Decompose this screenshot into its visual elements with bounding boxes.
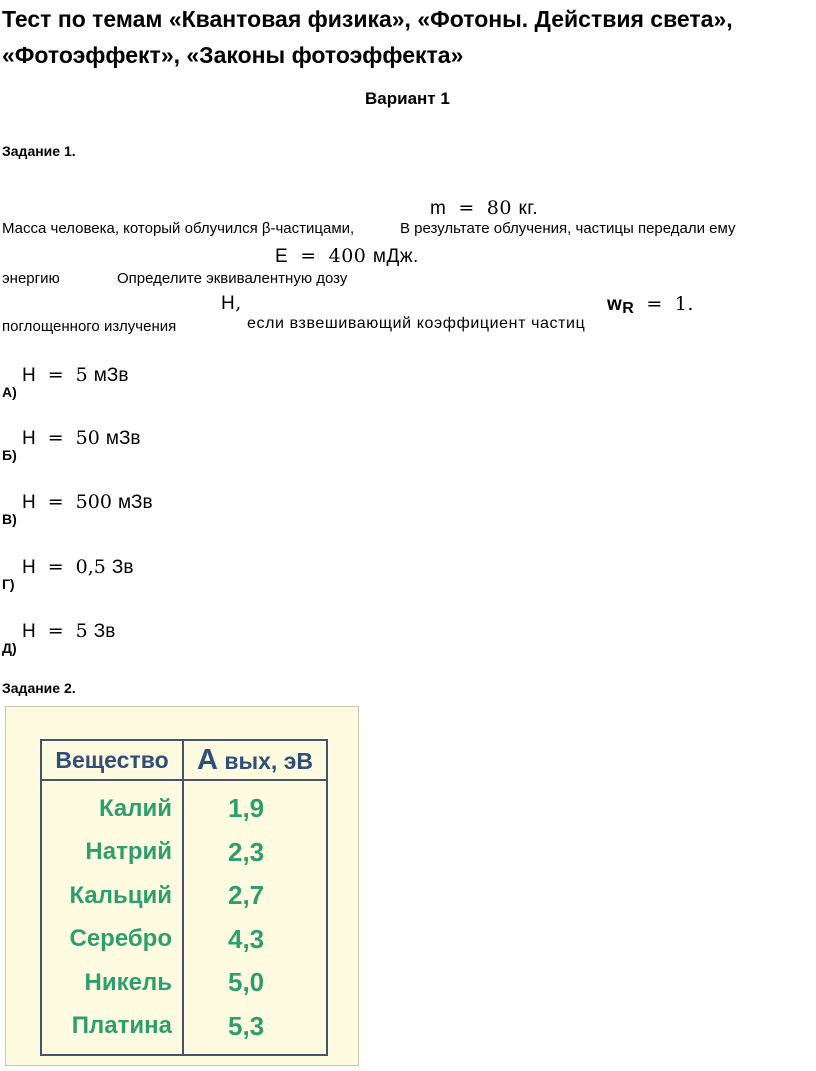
option-var: H — [22, 621, 36, 642]
formula-unit: мДж. — [372, 246, 419, 267]
option-value: 500 — [75, 491, 112, 513]
option-unit: мЗв — [105, 428, 141, 449]
option-a-label: А) — [2, 384, 17, 400]
table-row — [41, 1005, 327, 1056]
option-e-formula — [22, 620, 115, 643]
option-d-formula — [22, 556, 134, 579]
formula-value: 1. — [674, 293, 694, 315]
substance-name: Кальций — [41, 874, 183, 918]
substance-name: Натрий — [41, 831, 183, 875]
option-var: H — [22, 365, 36, 386]
option-var: H — [22, 557, 36, 578]
task-2-heading: Задание 2. — [2, 680, 76, 696]
option-unit: Зв — [93, 621, 116, 642]
formula-var: m — [430, 198, 447, 219]
substance-name: Никель — [41, 961, 183, 1005]
formula-var: H — [221, 293, 236, 314]
work-function-table-image — [5, 706, 359, 1066]
formula-equals: = — [646, 293, 663, 315]
substance-name: Калий — [41, 780, 183, 831]
option-var: H — [22, 492, 36, 513]
table-row — [41, 780, 327, 831]
task-1-text-absorbed: поглощенного излучения — [2, 318, 177, 335]
task-1-text-energy: энергию — [2, 270, 60, 287]
table-row — [41, 961, 327, 1005]
work-function-value: 5,3 — [183, 1005, 327, 1056]
work-function-value: 1,9 — [183, 780, 327, 831]
option-d-label: Г) — [2, 576, 15, 592]
option-a-formula — [22, 364, 128, 387]
work-function-value: 5,0 — [183, 961, 327, 1005]
work-function-value: 2,3 — [183, 831, 327, 875]
option-value: 0,5 — [75, 556, 106, 578]
work-function-value: 4,3 — [183, 918, 327, 962]
formula-dose-symbol — [221, 292, 242, 315]
task-1-text-mass: Масса человека, который облучился β-частицами, — [2, 220, 355, 237]
option-c-label: В) — [2, 511, 17, 527]
formula-punct: , — [235, 292, 242, 314]
table-header-row — [41, 740, 327, 780]
option-unit: Зв — [111, 557, 134, 578]
formula-mass — [430, 197, 538, 220]
option-b-label: Б) — [2, 447, 17, 463]
formula-equals: = — [458, 197, 475, 219]
page-title-line-2: «Фотоэффект», «Законы фотоэффекта» — [2, 42, 464, 68]
table-row — [41, 918, 327, 962]
option-equals: = — [47, 620, 64, 642]
substance-name: Серебро — [41, 918, 183, 962]
option-equals: = — [47, 556, 64, 578]
option-b-formula — [22, 427, 141, 450]
task-1-text-coefficient: если взвешивающий коэффициент частиц — [247, 315, 586, 332]
formula-equals: = — [300, 245, 317, 267]
column-header-work-function — [183, 740, 327, 780]
variant-heading: Вариант 1 — [365, 89, 450, 108]
option-equals: = — [47, 491, 64, 513]
work-function-value: 2,7 — [183, 874, 327, 918]
substance-name: Платина — [41, 1005, 183, 1056]
task-1-text-result: В результате облучения, частицы передали ему — [400, 220, 736, 237]
table-row — [41, 831, 327, 875]
formula-value: 400 — [328, 245, 367, 267]
formula-var: w — [607, 294, 623, 315]
formula-unit: кг. — [518, 198, 539, 219]
option-value: 5 — [75, 620, 88, 642]
option-e-label: Д) — [2, 640, 17, 656]
formula-weight-factor — [607, 293, 694, 316]
option-c-formula — [22, 491, 153, 514]
formula-energy — [275, 245, 419, 268]
option-var: H — [22, 428, 36, 449]
page-title-line-1: Тест по темам «Квантовая физика», «Фотоны. Действия света», — [2, 6, 733, 32]
work-function-table — [40, 739, 328, 1056]
header-symbol: А — [196, 743, 218, 776]
table-row — [41, 874, 327, 918]
header-unit: вых, эВ — [217, 747, 313, 774]
formula-subscript: R — [622, 300, 635, 317]
task-1-heading: Задание 1. — [2, 143, 76, 159]
formula-value: 80 — [486, 197, 512, 219]
option-equals: = — [47, 364, 64, 386]
option-unit: мЗв — [93, 365, 129, 386]
task-1-text-determine: Определите эквивалентную дозу — [117, 270, 348, 287]
formula-var: E — [275, 246, 289, 267]
option-value: 50 — [75, 427, 100, 449]
column-header-substance: Вещество — [41, 740, 183, 780]
option-value: 5 — [75, 364, 88, 386]
option-equals: = — [47, 427, 64, 449]
option-unit: мЗв — [117, 492, 153, 513]
